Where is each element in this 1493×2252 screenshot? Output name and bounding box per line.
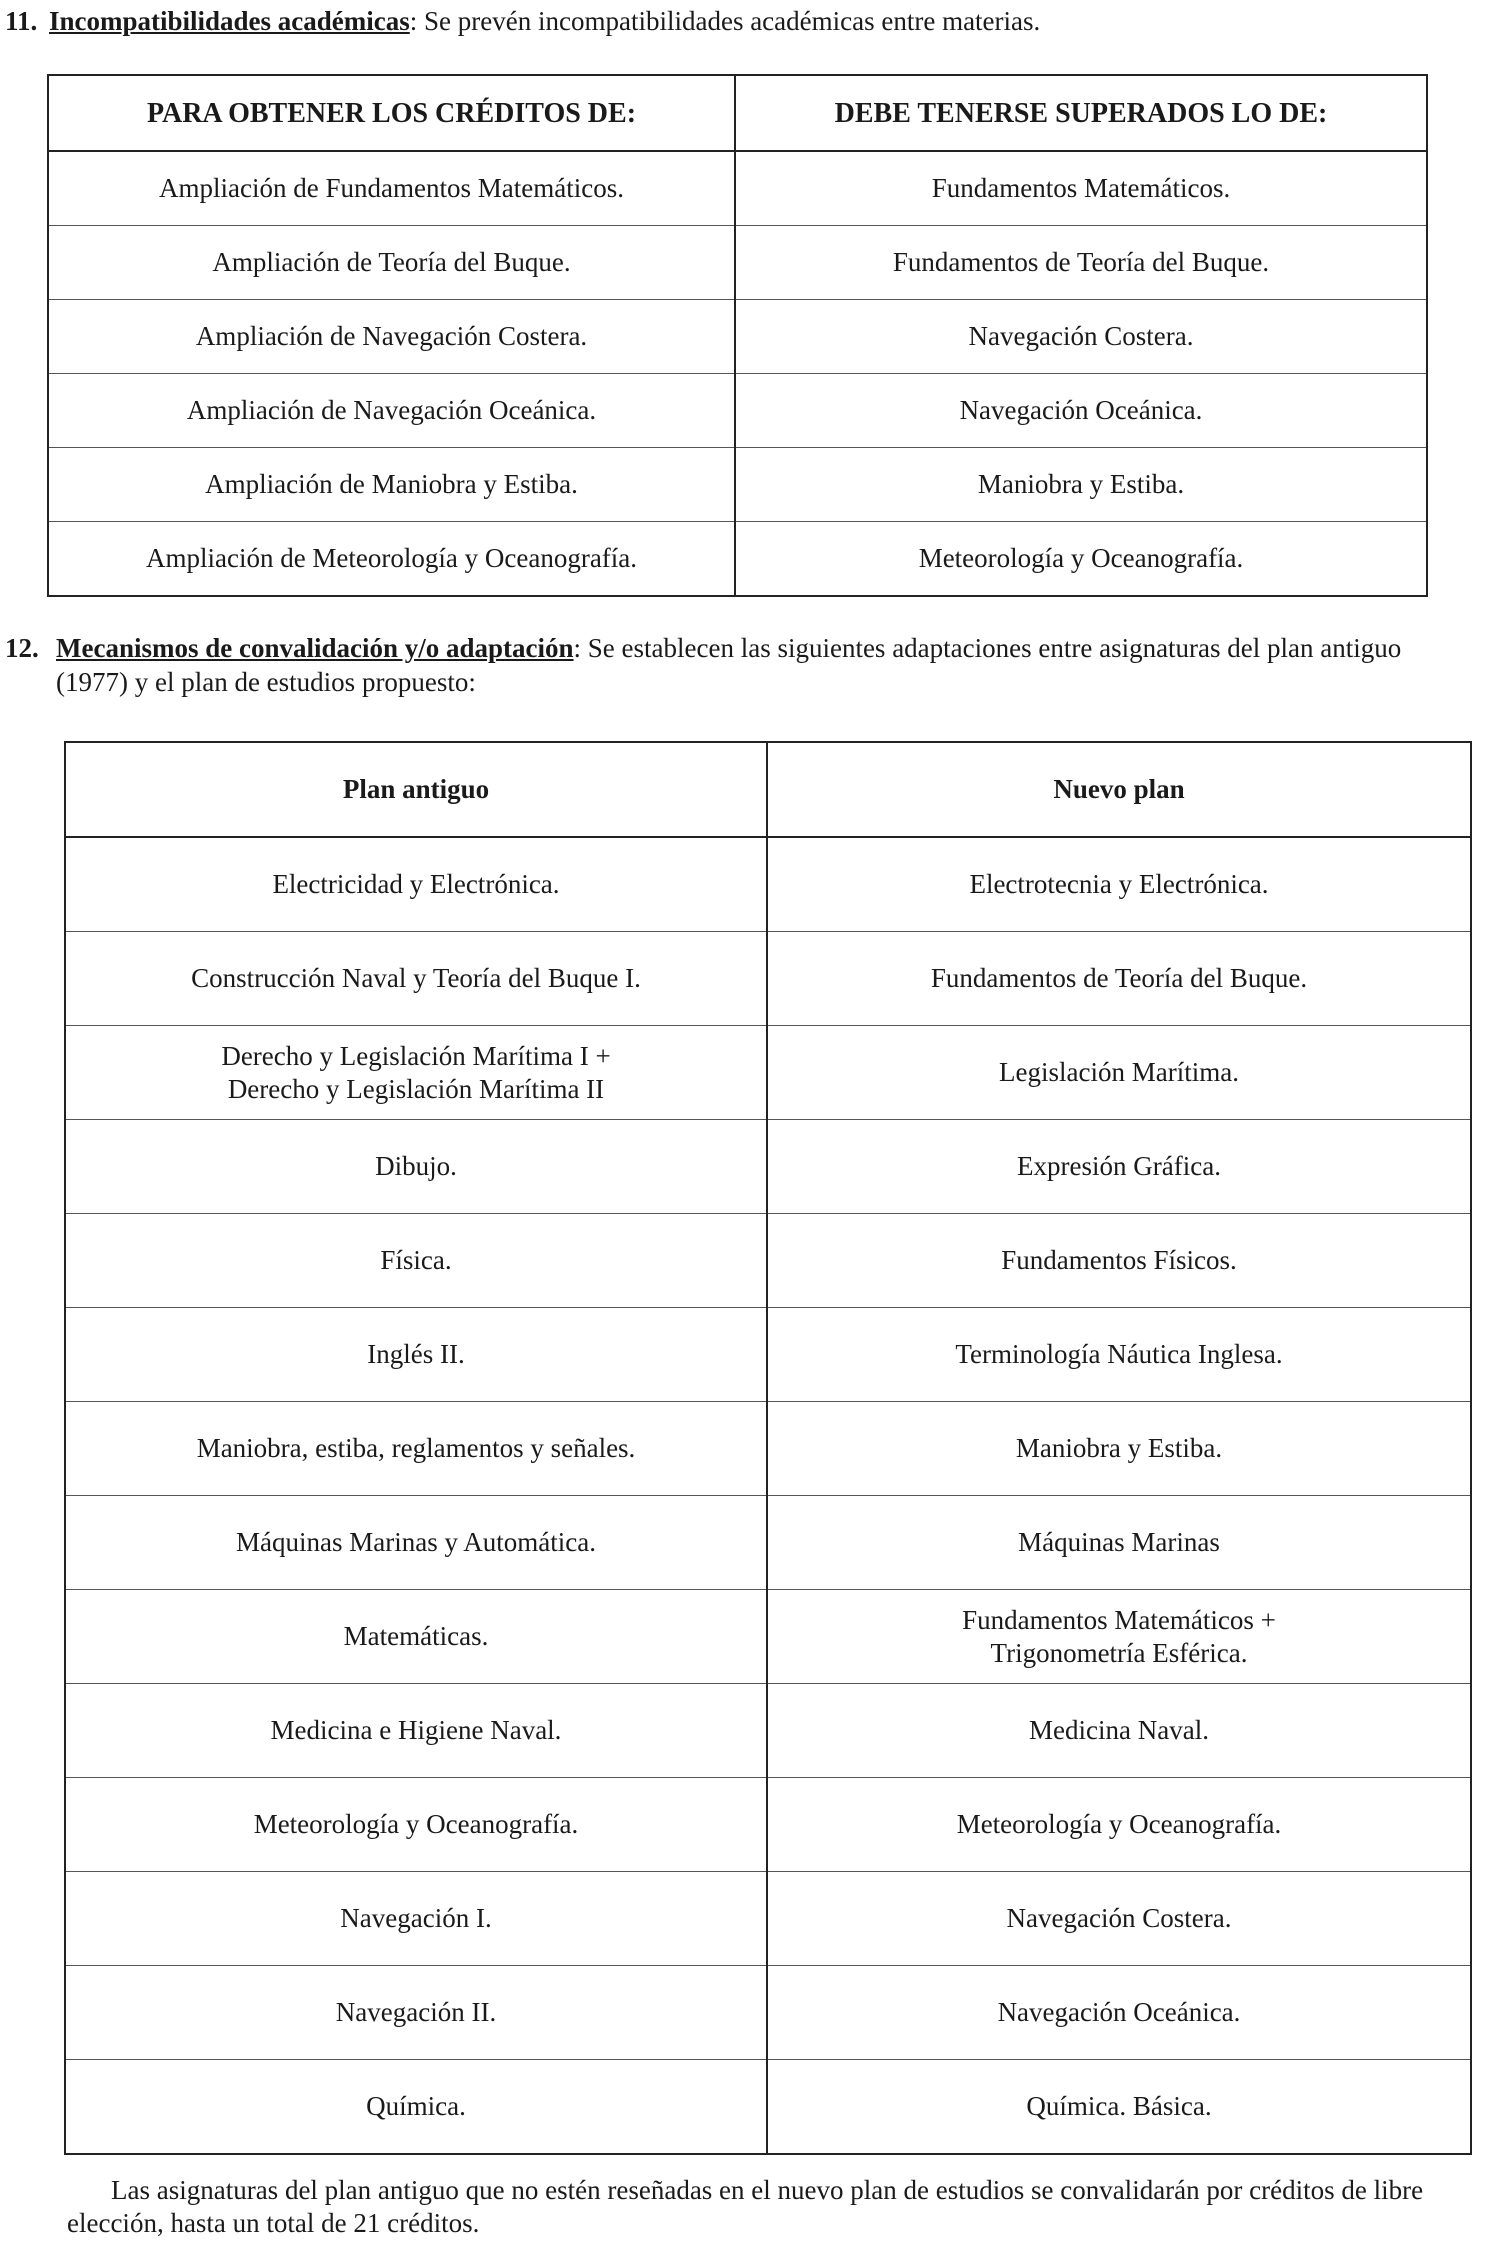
table-cell	[65, 1966, 767, 2060]
table-row	[65, 1778, 1471, 1872]
section-12-heading	[5, 631, 1445, 699]
cell-line: Construcción Naval y Teoría del Buque I.	[191, 963, 641, 993]
table-cell	[65, 1872, 767, 1966]
table-row	[48, 226, 1427, 300]
table-row	[65, 837, 1471, 932]
cell-line: Derecho y Legislación Marítima I +	[221, 1040, 611, 1071]
table-cell	[767, 1590, 1471, 1684]
table-cell	[767, 1966, 1471, 2060]
table-row	[48, 151, 1427, 226]
section-number: 11.	[5, 6, 38, 36]
cell-line: Dibujo.	[375, 1151, 457, 1181]
cell-line: Expresión Gráfica.	[1017, 1151, 1221, 1181]
adaptations-table	[64, 741, 1472, 2155]
section-number: 12.	[5, 633, 39, 663]
table-cell	[767, 1402, 1471, 1496]
table-cell	[65, 1684, 767, 1778]
table-cell	[65, 2060, 767, 2155]
closing-paragraph: Las asignaturas del plan antiguo que no estén reseñadas en el nuevo plan de estudios se convalidarán por créditos de libre elección, hasta un total de 21 créditos.	[67, 2175, 1424, 2238]
table-cell	[767, 1214, 1471, 1308]
table-cell	[767, 1496, 1471, 1590]
section-text: : Se prevén incompatibilidades académicas entre materias.	[409, 6, 1041, 36]
cell-line: Máquinas Marinas	[1018, 1527, 1220, 1557]
table-cell	[65, 837, 767, 932]
column-header: Nuevo plan	[767, 742, 1471, 837]
table-cell	[65, 1214, 767, 1308]
table-row	[48, 374, 1427, 448]
cell-line: Meteorología y Oceanografía.	[253, 1809, 579, 1839]
cell-line: Fundamentos Matemáticos +	[962, 1604, 1276, 1635]
section-11-heading	[5, 4, 1465, 38]
table-row	[65, 1966, 1471, 2060]
table-cell: Navegación Oceánica.	[735, 374, 1427, 448]
table-cell	[65, 1026, 767, 1120]
cell-line: Navegación II.	[335, 1997, 497, 2027]
table-cell	[65, 932, 767, 1026]
table-cell	[65, 1120, 767, 1214]
cell-line: Terminología Náutica Inglesa.	[955, 1339, 1283, 1369]
cell-line: Navegación I.	[340, 1903, 492, 1933]
table-row	[65, 1214, 1471, 1308]
table-cell	[767, 1872, 1471, 1966]
cell-line: Fundamentos Físicos.	[1001, 1245, 1237, 1275]
table-cell	[767, 1120, 1471, 1214]
table-cell	[65, 1496, 767, 1590]
table-cell: Ampliación de Navegación Oceánica.	[48, 374, 735, 448]
table-header-row	[48, 75, 1427, 151]
table-cell	[65, 1308, 767, 1402]
section-title: Incompatibilidades académicas	[49, 6, 410, 36]
table-cell: Maniobra y Estiba.	[735, 448, 1427, 522]
table-row	[65, 932, 1471, 1026]
cell-line: Electrotecnia y Electrónica.	[969, 869, 1269, 899]
cell-line: Maniobra, estiba, reglamentos y señales.	[196, 1433, 636, 1463]
table-cell: Ampliación de Teoría del Buque.	[48, 226, 735, 300]
table-row	[65, 1684, 1471, 1778]
cell-line: Derecho y Legislación Marítima II	[227, 1073, 605, 1104]
table-row	[65, 1496, 1471, 1590]
table-cell	[767, 1684, 1471, 1778]
table-row	[48, 522, 1427, 597]
table-row	[65, 1402, 1471, 1496]
incompatibilities-table	[47, 74, 1428, 597]
table-cell	[65, 1778, 767, 1872]
table-cell: Ampliación de Fundamentos Matemáticos.	[48, 151, 735, 226]
cell-line: Química. Básica.	[1026, 2091, 1212, 2121]
table-cell	[767, 1308, 1471, 1402]
cell-line: Máquinas Marinas y Automática.	[236, 1527, 596, 1557]
cell-line: Matemáticas.	[343, 1621, 489, 1651]
cell-line: Medicina e Higiene Naval.	[270, 1715, 562, 1745]
column-header: DEBE TENERSE SUPERADOS LO DE:	[735, 75, 1427, 151]
table-cell: Ampliación de Maniobra y Estiba.	[48, 448, 735, 522]
cell-line: Maniobra y Estiba.	[1015, 1433, 1223, 1463]
table-cell	[767, 2060, 1471, 2155]
table-cell: Navegación Costera.	[735, 300, 1427, 374]
cell-line: Navegación Oceánica.	[997, 1997, 1241, 2027]
table-cell	[767, 837, 1471, 932]
table-body	[65, 837, 1471, 2154]
table-cell	[767, 932, 1471, 1026]
cell-line: Fundamentos de Teoría del Buque.	[930, 963, 1308, 993]
table-row	[65, 1590, 1471, 1684]
column-header: Plan antiguo	[65, 742, 767, 837]
table-row	[65, 1872, 1471, 1966]
table-cell	[65, 1402, 767, 1496]
table-row	[65, 1026, 1471, 1120]
cell-line: Química.	[366, 2091, 466, 2121]
table-body	[48, 151, 1427, 596]
table-cell: Fundamentos Matemáticos.	[735, 151, 1427, 226]
table-row	[65, 1120, 1471, 1214]
table-cell	[65, 1590, 767, 1684]
column-header: PARA OBTENER LOS CRÉDITOS DE:	[48, 75, 735, 151]
table-cell	[767, 1778, 1471, 1872]
table-header-row	[65, 742, 1471, 837]
table-cell: Meteorología y Oceanografía.	[735, 522, 1427, 597]
cell-line: Electricidad y Electrónica.	[272, 869, 560, 899]
section-title: Mecanismos de convalidación y/o adaptación	[56, 633, 574, 663]
cell-line: Navegación Costera.	[1006, 1903, 1232, 1933]
table-row	[65, 1308, 1471, 1402]
table-cell: Fundamentos de Teoría del Buque.	[735, 226, 1427, 300]
table-cell: Ampliación de Meteorología y Oceanografía.	[48, 522, 735, 597]
table-cell	[767, 1026, 1471, 1120]
table-row	[48, 448, 1427, 522]
table-row	[65, 2060, 1471, 2155]
cell-line: Trigonometría Esférica.	[990, 1637, 1248, 1668]
table-cell: Ampliación de Navegación Costera.	[48, 300, 735, 374]
cell-line: Legislación Marítima.	[999, 1057, 1239, 1087]
section-text: : Se establecen las siguientes adaptaciones entre asignaturas del plan antiguo (1977) y el plan de estudios propuesto:	[56, 633, 1402, 697]
table-row	[48, 300, 1427, 374]
cell-line: Meteorología y Oceanografía.	[956, 1809, 1282, 1839]
cell-line: Inglés II.	[367, 1339, 465, 1369]
cell-line: Medicina Naval.	[1029, 1715, 1209, 1745]
cell-line: Física.	[380, 1245, 452, 1275]
